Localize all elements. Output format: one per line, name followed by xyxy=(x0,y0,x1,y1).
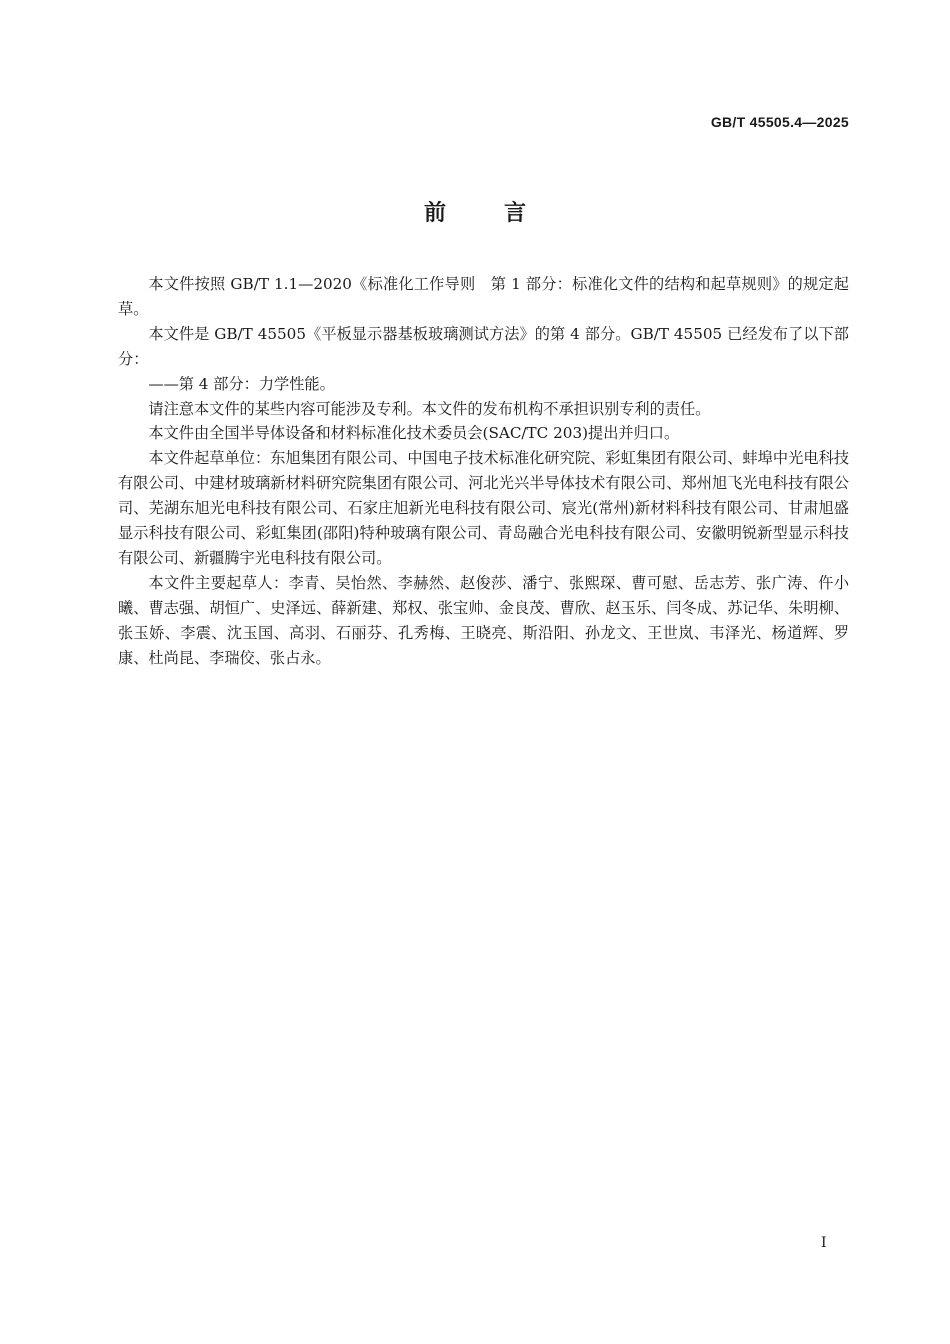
paragraph-patent-notice: 请注意本文件的某些内容可能涉及专利。本文件的发布机构不承担识别专利的责任。 xyxy=(148,399,711,418)
paragraph-drafting-rules: 本文件按照 GB/T 1.1—2020《标准化工作导则 第 1 部分：标准化文件的结构和起草规则》的规定起草。 xyxy=(118,275,849,318)
paragraph-committee: 本文件由全国半导体设备和材料标准化技术委员会(SAC/TC 203)提出并归口。 xyxy=(148,424,680,443)
paragraph-part-list: ——第 4 部分：力学性能。 xyxy=(148,374,335,393)
paragraph-drafting-units: 本文件起草单位：东旭集团有限公司、中国电子技术标准化研究院、彩虹集团有限公司、蚌埠中光电科技有限公司、中建材玻璃新材料研究院集团有限公司、河北光兴半导体技术有限公司、郑州旭飞光电科技有限公司、芜湖东旭光电科技有限公司、石家庄旭新光电科技有限公司、宸光(常州)新材料科技有限公司、甘肃旭盛显示科技有限公司、彩虹集团(邵阳)特种玻璃有限公司、青岛融合光电科技有限公司、安徽明锐新型显示科技有限公司、新疆腾宇光电科技有限公司。 xyxy=(118,449,849,567)
page-title: 前言 xyxy=(423,201,584,226)
standard-number: GB/T 45505.4—2025 xyxy=(710,114,849,130)
page-number: I xyxy=(821,1235,827,1251)
paragraph-drafters: 本文件主要起草人：李青、吴怡然、李赫然、赵俊莎、潘宁、张熙琛、曹可慰、岳志芳、张广涛、仵小曦、曹志强、胡恒广、史泽远、薛新建、郑权、张宝帅、金良茂、曹欣、赵玉乐、闫冬成、苏记华、朱明柳、张玉娇、李震、沈玉国、高羽、石丽芬、孔秀梅、王晓亮、斯沿阳、孙龙文、王世岚、韦泽光、杨道辉、罗康、杜尚昆、李瑞佼、张占永。 xyxy=(118,573,849,667)
paragraph-series-info: 本文件是 GB/T 45505《平板显示器基板玻璃测试方法》的第 4 部分。GB/T 45505 已经发布了以下部分： xyxy=(118,324,849,368)
foreword-body xyxy=(118,272,849,671)
